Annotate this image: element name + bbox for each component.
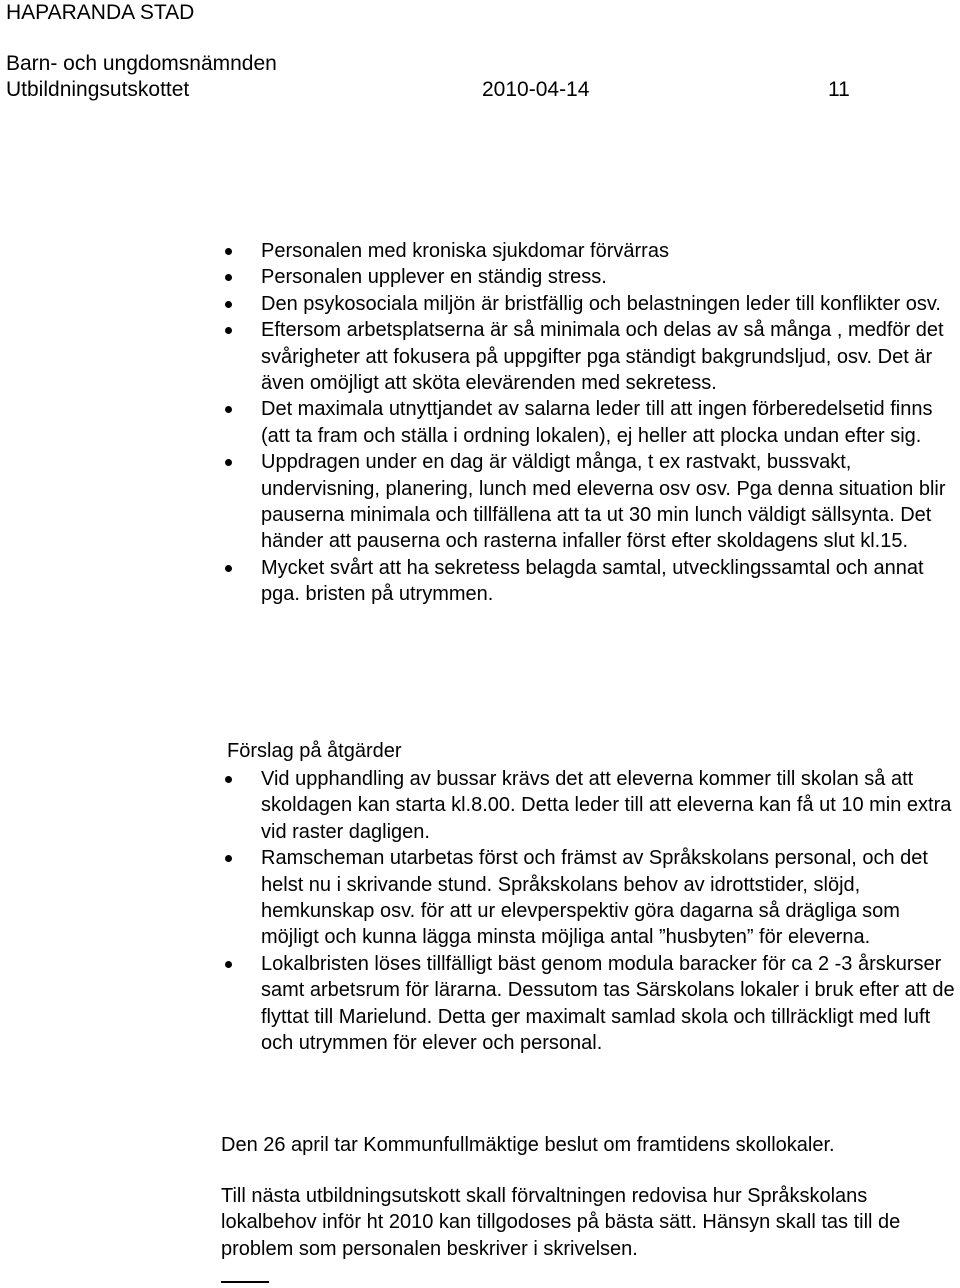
bullet-icon [225, 855, 232, 862]
list-item: Eftersom arbetsplatserna är så minimala och delas av så många , medför det svårigheter att fokusera på uppgifter pga ständigt bakgrundsljud, osv. Det är även omöjligt att sköta elevärenden med sekretess. [261, 317, 960, 396]
committee-name: Utbildningsutskottet [6, 78, 190, 101]
bullet-icon [225, 406, 232, 413]
proposals-heading: Förslag på åtgärder [227, 740, 402, 762]
proposals-list [261, 766, 960, 1056]
list-item: Ramscheman utarbetas först och främst av Språkskolans personal, och det helst nu i skrivande stund. Språkskolans behov av idrottstider, slöjd, hemkunskap osv. för att ur elevperspektiv göra dagarna så drägliga som möjligt och kunna lägga minsta möjliga antal ”husbyten” för eleverna. [261, 845, 960, 951]
document-date: 2010-04-14 [482, 78, 590, 101]
list-item: Vid upphandling av bussar krävs det att eleverna kommer till skolan så att skoldagen kan starta kl.8.00. Detta leder till att eleverna kan få ut 10 min extra vid raster dagligen. [261, 766, 960, 845]
bullet-icon [225, 248, 232, 255]
bullet-icon [225, 274, 232, 281]
org-name: HAPARANDA STAD [6, 1, 195, 24]
bullet-icon [225, 459, 232, 466]
list-item: Den psykosociala miljön är bristfällig och belastningen leder till konflikter osv. [261, 291, 960, 317]
problems-list [261, 238, 960, 608]
page-number: 11 [828, 78, 850, 101]
bullet-icon [225, 961, 232, 968]
list-item: Uppdragen under en dag är väldigt många, t ex rastvakt, bussvakt, undervisning, planering, lunch med eleverna osv osv. Pga denna situation blir pauserna minimala och tillfällena att ta ut 30 min lunch väldigt sällsynta. Det händer att pauserna och rasterna infaller först efter skoldagens slut kl.15. [261, 449, 960, 555]
list-item: Personalen upplever en ständig stress. [261, 264, 960, 290]
bullet-icon [225, 565, 232, 572]
bullet-icon [225, 301, 232, 308]
paragraph: Den 26 april tar Kommunfullmäktige beslut om framtidens skollokaler. [221, 1134, 835, 1156]
paragraph: Till nästa utbildningsutskott skall förvaltningen redovisa hur Språkskolans lokalbehov inför ht 2010 kan tillgodoses på bästa sätt. Hänsyn skall tas till de problem som personalen beskriver i skrivelsen. [221, 1185, 901, 1260]
list-item: Lokalbristen löses tillfälligt bäst genom modula baracker för ca 2 -3 årskurser samt arbetsrum för lärarna. Dessutom tas Särskolans lokaler i bruk efter att de flyttat till Marielund. Detta ger maximalt samlad skola och tillräckligt med luft och utrymmen för elever och personal. [261, 951, 960, 1057]
list-item: Mycket svårt att ha sekretess belagda samtal, utvecklingssamtal och annat pga. bristen på utrymmen. [261, 555, 960, 608]
bullet-icon [225, 327, 232, 334]
list-item: Det maximala utnyttjandet av salarna leder till att ingen förberedelsetid finns (att ta fram och ställa i ordning lokalen), ej heller att plocka undan efter sig. [261, 396, 960, 449]
list-item: Personalen med kroniska sjukdomar förvärras [261, 238, 960, 264]
board-name: Barn- och ungdomsnämnden [6, 52, 277, 75]
footnote-separator [221, 1281, 269, 1283]
bullet-icon [225, 776, 232, 783]
